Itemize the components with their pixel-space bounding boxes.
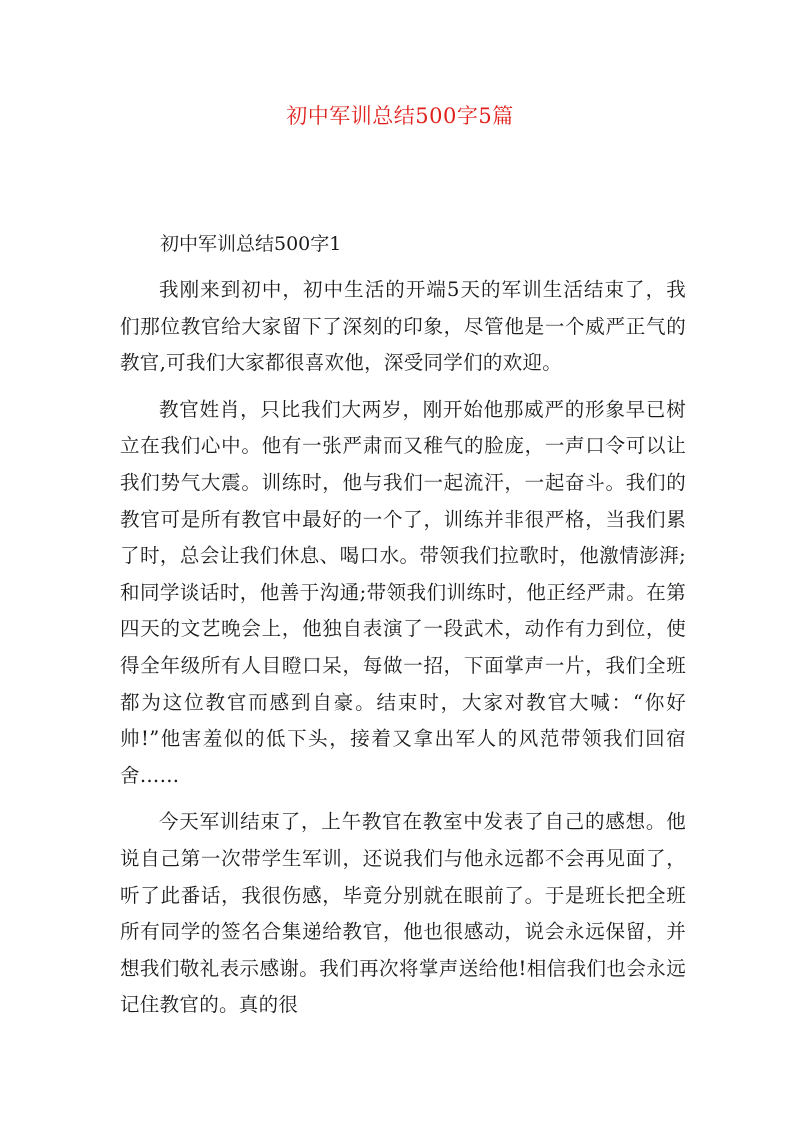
document-title: 初中军训总结500字5篇 <box>286 104 514 128</box>
paragraph-1: 我刚来到初中，初中生活的开端5天的军训生活结束了，我们那位教官给大家留下了深刻的印象，尽管他是一个威严正气的教官,可我们大家都很喜欢他，深受同学们的欢迎。 <box>120 278 686 375</box>
document-body <box>120 226 686 1034</box>
section-heading: 初中军训总结500字1 <box>160 233 342 255</box>
paragraph-2: 教官姓肖，只比我们大两岁，刚开始他那威严的形象早已树立在我们心中。他有一张严肃而又稚气的脸庞，一声口令可以让我们势气大震。训练时，他与我们一起流汗，一起奋斗。我们的教官可是所有教官中最好的一个了，训练并非很严格，当我们累了时，总会让我们休息、喝口水。带领我们拉歌时，他激情澎湃;和同学谈话时，他善于沟通;带领我们训练时，他正经严肃。在第四天的文艺晚会上，他独自表演了一段武术，动作有力到位，使得全年级所有人目瞪口呆，每做一招，下面掌声一片，我们全班都为这位教官而感到自豪。结束时，大家对教官大喊：“你好帅!”他害羞似的低下头，接着又拿出军人的风范带领我们回宿舍…… <box>120 397 686 787</box>
paragraph-3: 今天军训结束了，上午教官在教室中发表了自己的感想。他说自己第一次带学生军训，还说我们与他永远都不会再见面了，听了此番话，我很伤感，毕竟分别就在眼前了。于是班长把全班所有同学的签名合集递给教官，他也很感动，说会永远保留，并想我们敬礼表示感谢。我们再次将掌声送给他!相信我们也会永远记住教官的。真的很 <box>120 810 686 1017</box>
